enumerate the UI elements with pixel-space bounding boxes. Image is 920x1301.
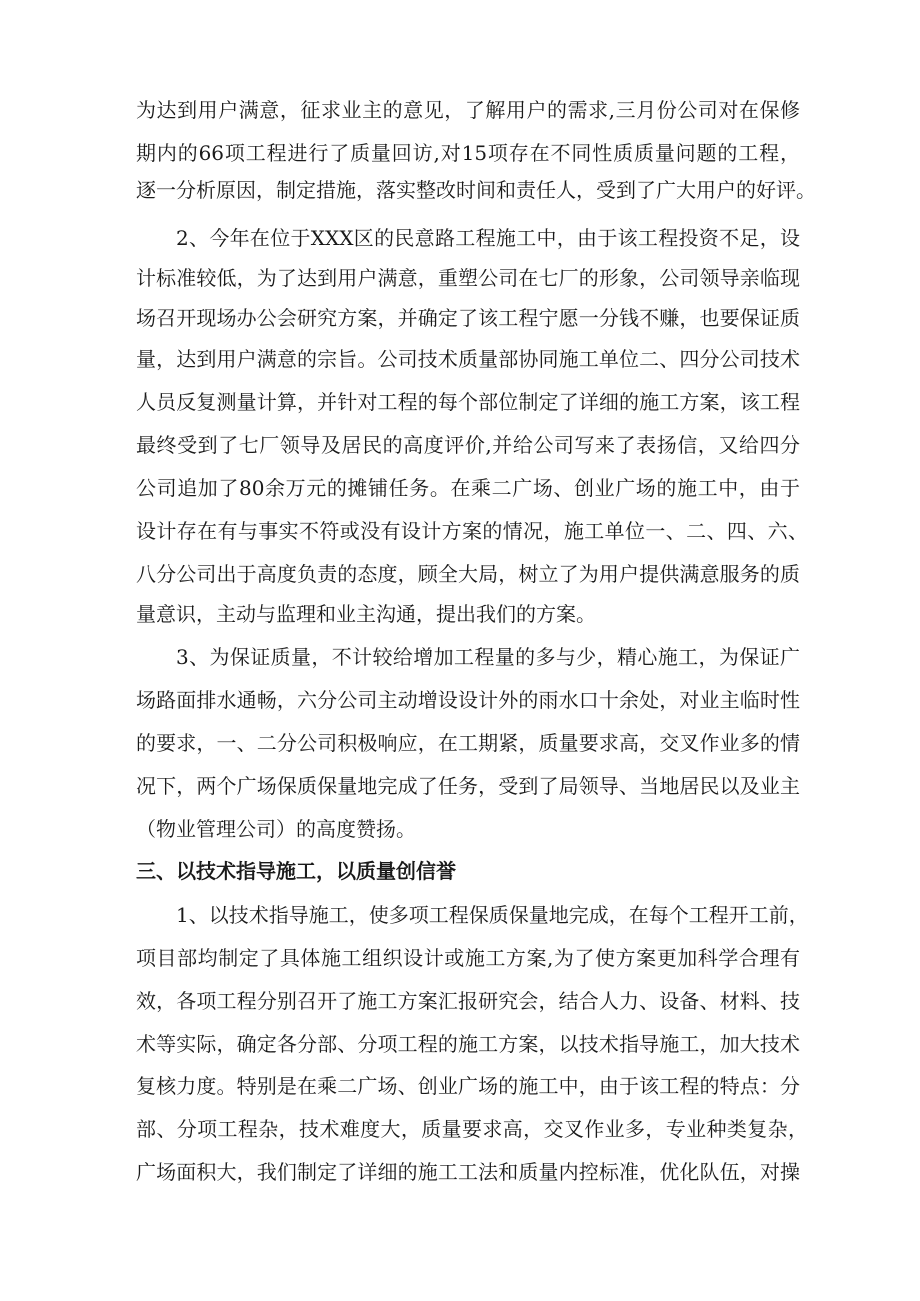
text-line: 广场面积大，我们制定了详细的施工工法和质量内控标准，优化队伍，对操 [136, 1160, 800, 1184]
text-line: 场路面排水通畅，六分公司主动增设设计外的雨水口十余处，对业主临时性 [136, 688, 800, 712]
text-line: 3、为保证质量，不计较给增加工程量的多与少，精心施工，为保证广 [176, 645, 800, 669]
text-line: 人员反复测量计算，并针对工程的每个部位制定了详细的施工方案，该工程 [136, 390, 800, 414]
text-line: 计标准较低，为了达到用户满意，重塑公司在七厂的形象，公司领导亲临现 [136, 266, 800, 290]
text-line: 况下，两个广场保质保量地完成了任务，受到了局领导、当地居民以及业主 [136, 774, 800, 798]
section-heading: 三、以技术指导施工，以质量创信誉 [136, 859, 456, 883]
text-line: 八分公司出于高度负责的态度，顾全大局，树立了为用户提供满意服务的质 [136, 562, 800, 586]
text-line: 部、分项工程杂，技术难度大，质量要求高，交叉作业多，专业种类复杂， [136, 1117, 808, 1141]
text-line: 项目部均制定了具体施工组织设计或施工方案,为了使方案更加科学合理有 [136, 946, 800, 970]
text-line: 量意识，主动与监理和业主沟通，提出我们的方案。 [136, 602, 596, 626]
text-line: 最终受到了七厂领导及居民的高度评价,并给公司写来了表扬信，又给四分 [136, 433, 800, 457]
text-line: 效，各项工程分别召开了施工方案汇报研究会，结合人力、设备、材料、技 [136, 989, 800, 1013]
text-line: 期内的66项工程进行了质量回访,对15项存在不同性质质量问题的工程， [136, 141, 800, 165]
text-line: 的要求，一、二分公司积极响应，在工期紧，质量要求高，交叉作业多的情 [136, 731, 800, 755]
text-line: 1、以技术指导施工，使多项工程保质保量地完成，在每个工程开工前， [176, 903, 809, 927]
text-line: 术等实际，确定各分部、分项工程的施工方案，以技术指导施工，加大技术 [136, 1032, 800, 1056]
text-line: 复核力度。特别是在乘二广场、创业广场的施工中，由于该工程的特点：分 [136, 1074, 800, 1098]
text-line: 2、今年在位于XXX区的民意路工程施工中，由于该工程投资不足，设 [176, 226, 800, 250]
text-line: 为达到用户满意，征求业主的意见，了解用户的需求,三月份公司对在保修 [136, 98, 800, 122]
text-line: 量，达到用户满意的宗旨。公司技术质量部协同施工单位二、四分公司技术 [136, 347, 800, 371]
text-line: 公司追加了80余万元的摊铺任务。在乘二广场、创业广场的施工中，由于 [136, 476, 800, 500]
text-line: 设计存在有与事实不符或没有设计方案的情况，施工单位一、二、四、六、 [136, 519, 808, 543]
text-line: 逐一分析原因，制定措施，落实整改时间和责任人，受到了广大用户的好评。 [136, 178, 816, 202]
text-line: （物业管理公司）的高度赞扬。 [136, 817, 416, 841]
text-line: 场召开现场办公会研究方案，并确定了该工程宁愿一分钱不赚，也要保证质 [136, 306, 800, 330]
